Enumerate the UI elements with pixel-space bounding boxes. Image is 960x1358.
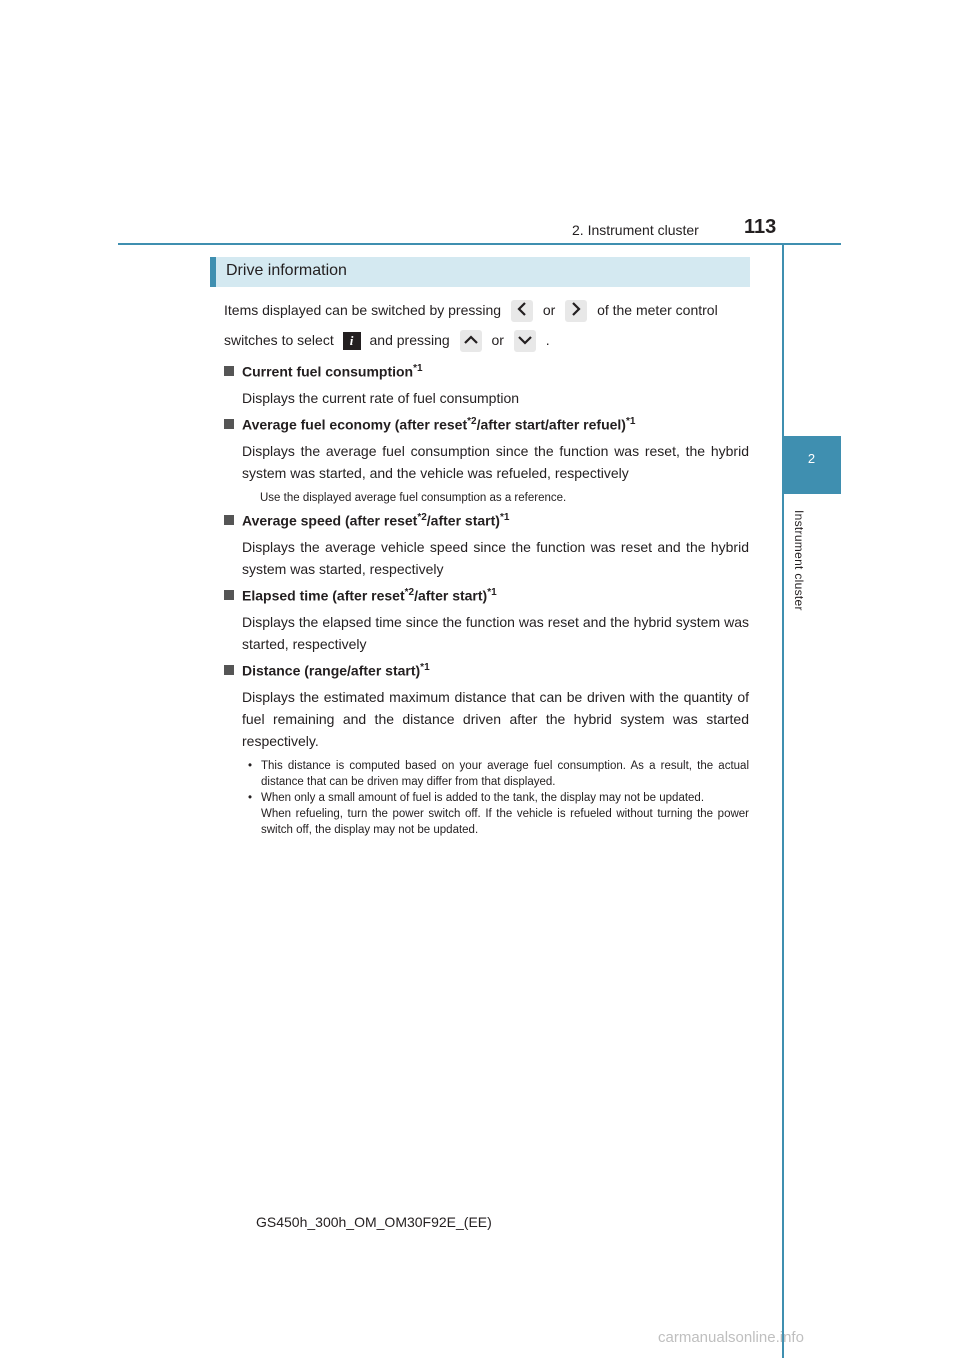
chevron-left-icon bbox=[511, 300, 533, 322]
intro-or: or bbox=[491, 332, 504, 348]
item-description: Displays the estimated maximum distance that can be driven with the quantity of fuel remaining and the distance driven after the hybrid system was started respectively. bbox=[242, 688, 749, 749]
item-heading: Distance (range/after start)$^{*1}$ bbox=[224, 657, 749, 682]
watermark: carmanualsonline.info bbox=[658, 1329, 804, 1346]
side-rule bbox=[782, 244, 784, 1358]
item-heading: Current fuel consumption$^{*1}$ bbox=[224, 358, 749, 383]
item-average-speed bbox=[224, 507, 749, 580]
item-description: Displays the current rate of fuel consumption bbox=[242, 389, 520, 406]
section-title: Drive information bbox=[226, 262, 347, 279]
square-bullet-icon bbox=[224, 590, 234, 600]
intro-text: Items displayed can be switched by pressing bbox=[224, 302, 502, 318]
item-heading: Average speed (after reset$^{*2}$/after start)$^{*1}$ bbox=[224, 507, 749, 532]
intro-text: and pressing bbox=[369, 332, 450, 348]
item-note: Use the displayed average fuel consumption as a reference. bbox=[260, 491, 567, 504]
bullet-item: • When only a small amount of fuel is added to the tank, the display may not be updated. bbox=[248, 791, 705, 804]
item-description: Displays the average fuel consumption since the function was reset, the hybrid system was started, and the vehicle was refueled, respectively bbox=[242, 442, 749, 481]
item-current-fuel bbox=[224, 358, 749, 409]
chevron-right-icon bbox=[565, 300, 587, 322]
running-header: 2. Instrument cluster bbox=[572, 222, 699, 238]
bullet-item: • This distance is computed based on your average fuel consumption. As a result, the actual distance that can be driven may differ from that displayed. bbox=[248, 759, 749, 788]
chapter-tab: 2 bbox=[782, 436, 841, 494]
square-bullet-icon bbox=[224, 419, 234, 429]
item-heading: Elapsed time (after reset$^{*2}$/after start)$^{*1}$ bbox=[224, 582, 749, 607]
chapter-label: Instrument cluster bbox=[792, 510, 806, 611]
intro-or: or bbox=[542, 302, 556, 318]
item-description: Displays the average vehicle speed since the function was reset and the hybrid system was started, respectively bbox=[242, 538, 749, 577]
section-header bbox=[210, 257, 750, 287]
intro-text: of the meter control bbox=[597, 302, 718, 318]
header-rule bbox=[118, 243, 841, 245]
intro-end: . bbox=[545, 332, 550, 348]
bullet-continuation: When refueling, turn the power switch off. If the vehicle is refueled without turning the power switch off, the display may not be updated. bbox=[261, 807, 749, 836]
square-bullet-icon bbox=[224, 366, 234, 376]
item-elapsed-time bbox=[224, 582, 749, 655]
chevron-up-icon bbox=[460, 330, 482, 352]
square-bullet-icon bbox=[224, 665, 234, 675]
item-average-fuel-economy bbox=[224, 411, 749, 506]
intro-line-1 bbox=[224, 299, 754, 322]
footer-code: GS450h_300h_OM_OM30F92E_(EE) bbox=[256, 1214, 492, 1230]
item-heading: Average fuel economy (after reset$^{*2}$/after start/after refuel)$^{*1}$ bbox=[224, 411, 749, 436]
intro-line-2 bbox=[224, 329, 754, 352]
item-description: Displays the elapsed time since the function was reset and the hybrid system was started, respectively bbox=[242, 613, 749, 652]
item-bullets bbox=[248, 758, 749, 838]
chevron-down-icon bbox=[514, 330, 536, 352]
item-distance bbox=[224, 657, 749, 838]
info-icon: i bbox=[343, 332, 361, 350]
square-bullet-icon bbox=[224, 515, 234, 525]
intro-text: switches to select bbox=[224, 332, 334, 348]
page-number: 113 bbox=[744, 216, 777, 238]
